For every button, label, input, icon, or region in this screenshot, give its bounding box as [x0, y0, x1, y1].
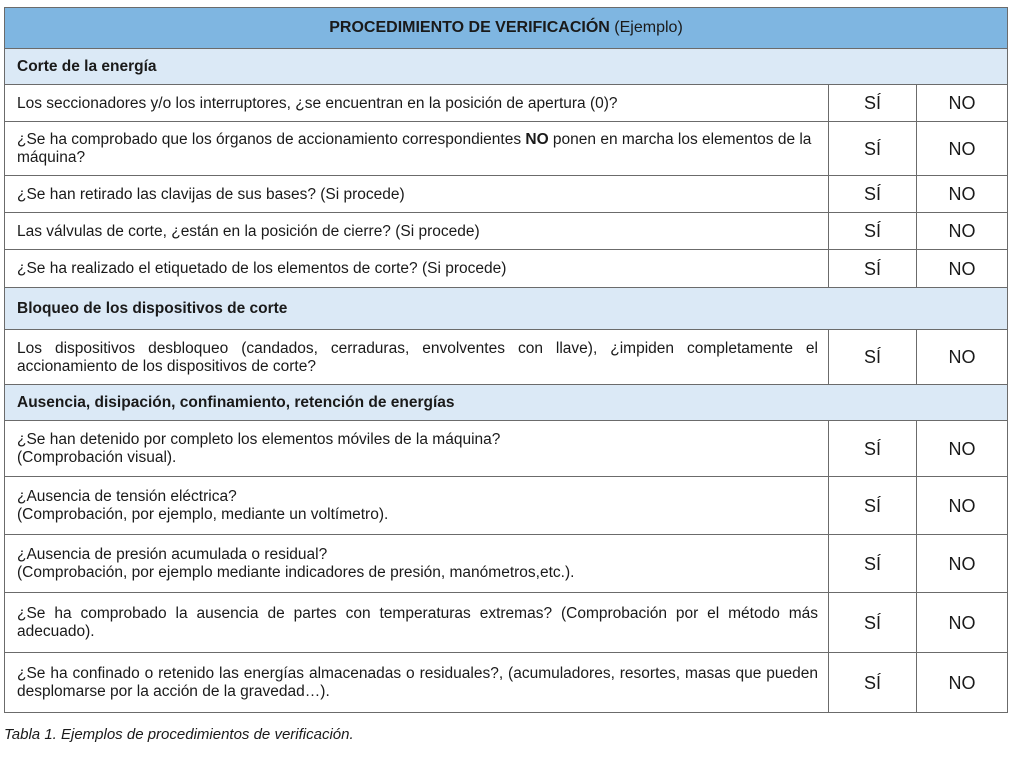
question-row [5, 421, 1008, 477]
question-line: (Comprobación, por ejemplo mediante indicadores de presión, manómetros,etc.). [17, 564, 575, 581]
answer-yes[interactable]: SÍ [829, 330, 917, 385]
question-row [5, 593, 1008, 653]
answer-yes[interactable]: SÍ [829, 653, 917, 713]
answer-no[interactable]: NO [917, 535, 1008, 593]
question-text: Los dispositivos desbloqueo (candados, cerraduras, envolventes con llave), ¿impiden completamente el accionamiento de los dispositivos de corte? [5, 330, 829, 385]
answer-no[interactable]: NO [917, 477, 1008, 535]
answer-no[interactable]: NO [917, 122, 1008, 176]
answer-yes[interactable]: SÍ [829, 213, 917, 250]
question-text [5, 122, 829, 176]
answer-yes[interactable]: SÍ [829, 176, 917, 213]
answer-yes[interactable]: SÍ [829, 85, 917, 122]
answer-yes[interactable]: SÍ [829, 477, 917, 535]
question-text: Los seccionadores y/o los interruptores, ¿se encuentran en la posición de apertura (0)? [5, 85, 829, 122]
question-text [5, 421, 829, 477]
answer-no[interactable]: NO [917, 213, 1008, 250]
section-heading: Bloqueo de los dispositivos de corte [5, 288, 1008, 330]
section-heading: Ausencia, disipación, confinamiento, retención de energías [5, 385, 1008, 421]
table-title [5, 8, 1008, 49]
question-row [5, 176, 1008, 213]
answer-yes[interactable]: SÍ [829, 421, 917, 477]
question-text: ¿Se ha comprobado la ausencia de partes con temperaturas extremas? (Comprobación por el método más adecuado). [5, 593, 829, 653]
table-caption: Tabla 1. Ejemplos de procedimientos de verificación. [4, 726, 354, 743]
answer-yes[interactable]: SÍ [829, 122, 917, 176]
answer-no[interactable]: NO [917, 653, 1008, 713]
question-line: (Comprobación visual). [17, 449, 177, 466]
question-text: ¿Se han retirado las clavijas de sus bases? (Si procede) [5, 176, 829, 213]
question-text: ¿Se ha confinado o retenido las energías almacenadas o residuales?, (acumuladores, resortes, masas que pueden desplomarse por la acción de la gravedad…). [5, 653, 829, 713]
question-row [5, 122, 1008, 176]
section-heading: Corte de la energía [5, 49, 1008, 85]
question-text [5, 535, 829, 593]
answer-no[interactable]: NO [917, 593, 1008, 653]
question-row [5, 330, 1008, 385]
question-row [5, 477, 1008, 535]
question-row [5, 250, 1008, 288]
section-row [5, 288, 1008, 330]
table-title-row [5, 8, 1008, 49]
answer-yes[interactable]: SÍ [829, 535, 917, 593]
question-text-part: ponen en marcha los elementos de la máquina? [17, 131, 812, 166]
answer-no[interactable]: NO [917, 250, 1008, 288]
question-text: ¿Se ha realizado el etiquetado de los elementos de corte? (Si procede) [5, 250, 829, 288]
answer-no[interactable]: NO [917, 330, 1008, 385]
question-text-emphasis: NO [525, 131, 549, 148]
question-row [5, 213, 1008, 250]
question-line: (Comprobación, por ejemplo, mediante un voltímetro). [17, 506, 389, 523]
verification-table [4, 7, 1008, 713]
section-row [5, 385, 1008, 421]
answer-no[interactable]: NO [917, 176, 1008, 213]
table-title-suffix: (Ejemplo) [609, 19, 683, 36]
table-title-bold: PROCEDIMIENTO DE VERIFICACIÓN [329, 19, 610, 36]
question-row [5, 653, 1008, 713]
question-row [5, 535, 1008, 593]
section-row [5, 49, 1008, 85]
answer-no[interactable]: NO [917, 421, 1008, 477]
answer-yes[interactable]: SÍ [829, 250, 917, 288]
question-line: ¿Ausencia de presión acumulada o residual? [17, 546, 328, 563]
question-text [5, 477, 829, 535]
question-row [5, 85, 1008, 122]
answer-yes[interactable]: SÍ [829, 593, 917, 653]
question-text-part: ¿Se ha comprobado que los órganos de accionamiento correspondientes [17, 131, 526, 148]
question-text: Las válvulas de corte, ¿están en la posición de cierre? (Si procede) [5, 213, 829, 250]
question-line: ¿Ausencia de tensión eléctrica? [17, 488, 237, 505]
answer-no[interactable]: NO [917, 85, 1008, 122]
question-line: ¿Se han detenido por completo los elementos móviles de la máquina? [17, 431, 501, 448]
